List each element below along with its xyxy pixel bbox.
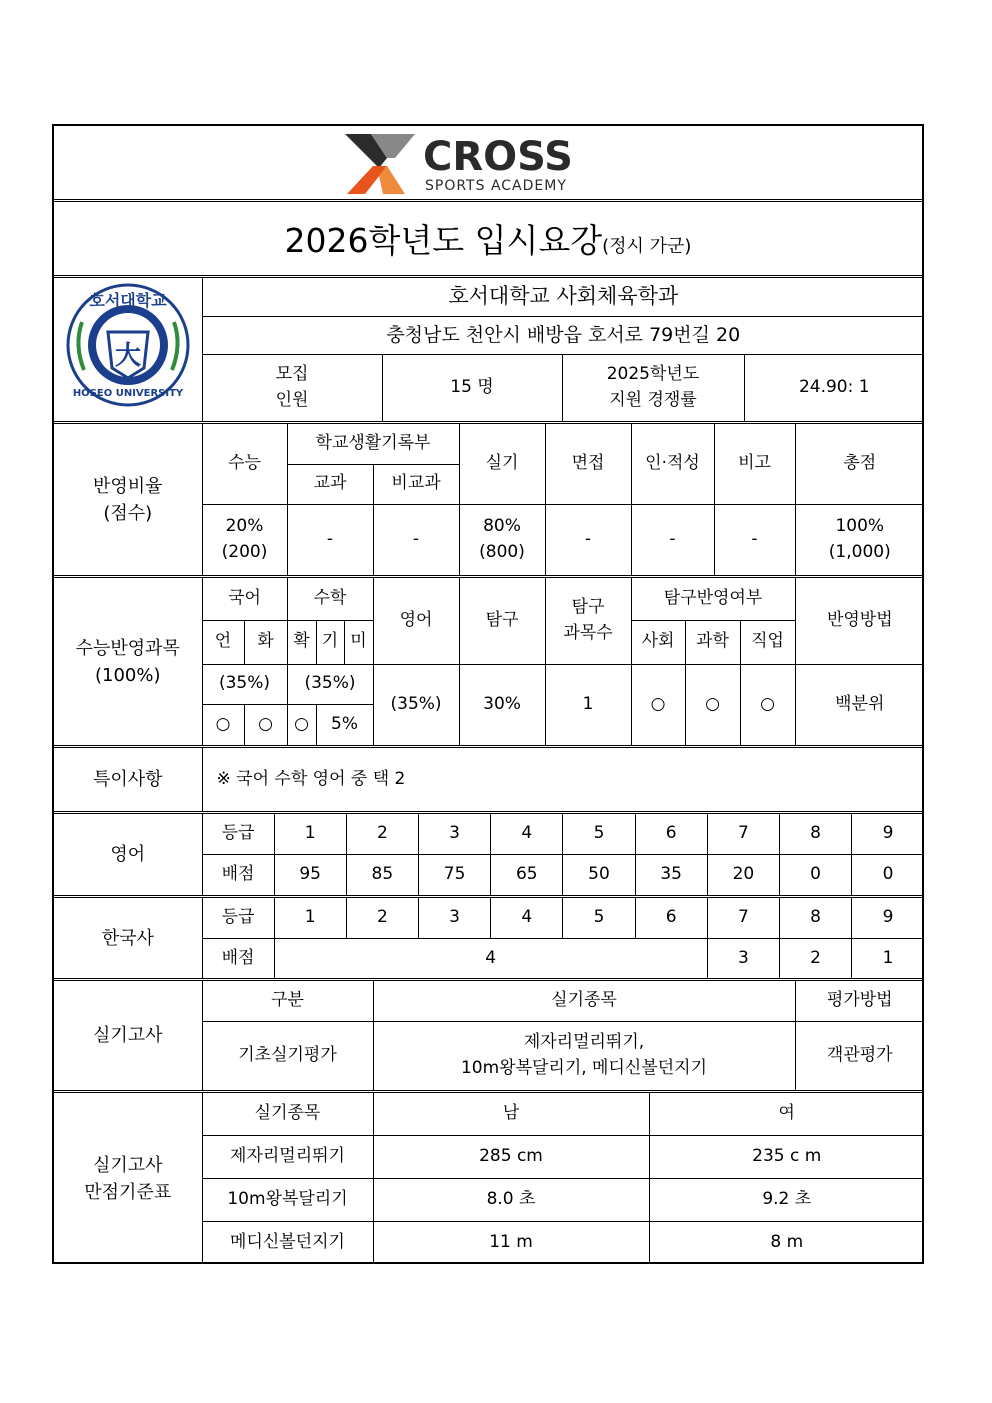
ratio-h-record: 학교생활기록부 [287, 424, 459, 464]
ratio-v-nonsubject: - [373, 504, 459, 575]
hist-grade-7: 8 [779, 898, 851, 938]
hist-score-6: 3 [707, 938, 779, 978]
cross-logo [343, 130, 633, 196]
criteria-male-1: 8.0 초 [373, 1178, 649, 1221]
hist-grade-6: 7 [707, 898, 779, 938]
sn-m-extra: 5% [316, 704, 373, 745]
special-text: ※ 국어 수학 영어 중 택 2 [216, 768, 406, 789]
practical-items: 제자리멀리뛰기, 10m왕복달리기, 메디신볼던지기 [373, 1021, 795, 1090]
practical-h-item: 실기종목 [373, 981, 795, 1021]
hist-grade-0: 1 [274, 898, 346, 938]
criteria-item-0: 제자리멀리뛰기 [202, 1135, 373, 1178]
criteria-label: 실기고사 만점기준표 [54, 1093, 202, 1264]
ratio-h-nonsubject: 비교과 [373, 464, 459, 504]
suneung-row [54, 578, 922, 748]
hist-grade-4: 5 [563, 898, 635, 938]
criteria-item-2: 메디신볼던지기 [202, 1221, 373, 1264]
criteria-female-1: 9.2 초 [649, 1178, 924, 1221]
hist-grade-3: 4 [491, 898, 563, 938]
eng-grade-6: 7 [707, 814, 779, 854]
practical-h-div: 구분 [202, 981, 373, 1021]
sn-h-count: 탐구 과목수 [545, 578, 631, 664]
sn-h-method: 반영방법 [795, 578, 924, 664]
criteria-female-2: 8 m [649, 1221, 924, 1264]
eng-score-1: 85 [346, 854, 418, 895]
sn-social-circle: ○ [631, 664, 685, 745]
title-row [54, 202, 922, 278]
hist-grade-1: 2 [346, 898, 418, 938]
sn-k-val: (35%) [202, 664, 287, 704]
sn-m-sub-0: 확 [287, 620, 316, 664]
eng-grade-2: 3 [418, 814, 490, 854]
history-row [54, 898, 922, 981]
sn-i-sub-0: 사회 [631, 620, 685, 664]
seal-icon [60, 282, 196, 408]
sn-k-sub-0: 언 [202, 620, 244, 664]
ratio-v-total: 100% (1,000) [795, 504, 924, 575]
practical-div: 기초실기평가 [202, 1021, 373, 1090]
ratio-v-aptitude: - [631, 504, 714, 575]
eng-grade-8: 9 [852, 814, 924, 854]
sn-h-inquiry: 탐구 [459, 578, 545, 664]
sn-method-val: 백분위 [795, 664, 924, 745]
sn-science-circle: ○ [685, 664, 740, 745]
recruit-value: 15 명 [382, 354, 562, 421]
sn-h-korean: 국어 [202, 578, 287, 620]
practical-method: 객관평가 [795, 1021, 924, 1090]
sn-job-circle: ○ [740, 664, 795, 745]
eng-grade-7: 8 [779, 814, 851, 854]
ratio-h-interview: 면접 [545, 424, 631, 504]
rate-label: 2025학년도 지원 경쟁률 [562, 354, 744, 421]
univ-address: 충청남도 천안시 배방읍 호서로 79번길 20 [202, 316, 924, 354]
special-row [54, 748, 922, 814]
univ-name: 호서대학교 사회체육학과 [202, 278, 924, 316]
ratio-v-etc: - [714, 504, 795, 575]
eng-grade-0: 1 [274, 814, 346, 854]
ratio-v-suneung: 20% (200) [202, 504, 287, 575]
criteria-male-0: 285 cm [373, 1135, 649, 1178]
eng-score-4: 50 [563, 854, 635, 895]
eng-grade-4: 5 [563, 814, 635, 854]
ratio-v-interview: - [545, 504, 631, 575]
criteria-row [54, 1093, 922, 1264]
ratio-v-practical: 80% (800) [459, 504, 545, 575]
eng-grade-1: 2 [346, 814, 418, 854]
eng-score-3: 65 [491, 854, 563, 895]
ratio-h-total: 총점 [795, 424, 924, 504]
criteria-female-0: 235 c m [649, 1135, 924, 1178]
ratio-v-subject: - [287, 504, 373, 575]
ratio-h-etc: 비고 [714, 424, 795, 504]
sn-i-sub-2: 직업 [740, 620, 795, 664]
rate-value: 24.90: 1 [744, 354, 924, 421]
sn-m-circle-0: ○ [287, 704, 316, 745]
suneung-label: 수능반영과목 (100%) [54, 578, 202, 745]
ratio-h-aptitude: 인·적성 [631, 424, 714, 504]
hist-score-merged: 4 [274, 938, 707, 978]
page-title: 2026학년도 입시요강(정시 가군) [284, 221, 692, 260]
english-score-label: 배점 [202, 854, 274, 895]
special-label: 특이사항 [54, 748, 202, 811]
university-seal [54, 278, 202, 421]
english-grade-label: 등급 [202, 814, 274, 854]
eng-score-7: 0 [779, 854, 851, 895]
page-subtitle: (정시 가군) [602, 236, 692, 257]
sn-k-circle-0: ○ [202, 704, 244, 745]
eng-score-8: 0 [852, 854, 924, 895]
ratio-h-suneung: 수능 [202, 424, 287, 504]
document-frame [52, 124, 924, 1264]
ratio-h-subject: 교과 [287, 464, 373, 504]
criteria-h-female: 여 [649, 1093, 924, 1135]
sn-count-val: 1 [545, 664, 631, 745]
practical-row [54, 981, 922, 1093]
ratio-label: 반영비율 (점수) [54, 424, 202, 575]
criteria-h-item: 실기종목 [202, 1093, 373, 1135]
eng-score-5: 35 [635, 854, 707, 895]
history-label: 한국사 [54, 898, 202, 978]
sn-m-sub-1: 기 [316, 620, 344, 664]
seal-en: HOSEO UNIVERSITY [72, 388, 183, 400]
sn-inq-val: 30% [459, 664, 545, 745]
sn-m-val: (35%) [287, 664, 373, 704]
hist-grade-2: 3 [418, 898, 490, 938]
brand-sub: SPORTS ACADEMY [425, 177, 567, 194]
sn-h-reflect: 탐구반영여부 [631, 578, 795, 620]
sn-e-val: (35%) [373, 664, 459, 745]
eng-score-6: 20 [707, 854, 779, 895]
brand-row [54, 126, 922, 202]
sn-k-circle-1: ○ [244, 704, 287, 745]
sn-m-sub-2: 미 [344, 620, 373, 664]
hist-score-7: 2 [779, 938, 851, 978]
criteria-item-1: 10m왕복달리기 [202, 1178, 373, 1221]
practical-h-method: 평가방법 [795, 981, 924, 1021]
english-label: 영어 [54, 814, 202, 895]
hist-score-8: 1 [852, 938, 924, 978]
sn-h-math: 수학 [287, 578, 373, 620]
eng-score-0: 95 [274, 854, 346, 895]
ratio-row [54, 424, 922, 578]
history-score-label: 배점 [202, 938, 274, 978]
hist-grade-5: 6 [635, 898, 707, 938]
history-grade-label: 등급 [202, 898, 274, 938]
univ-row [54, 278, 922, 424]
sn-h-english: 영어 [373, 578, 459, 664]
recruit-label: 모집 인원 [202, 354, 382, 421]
seal-mark: 大 [114, 341, 141, 372]
seal-text: 호서대학교 [89, 291, 167, 311]
criteria-male-2: 11 m [373, 1221, 649, 1264]
ratio-h-practical: 실기 [459, 424, 545, 504]
sn-k-sub-1: 화 [244, 620, 287, 664]
eng-score-2: 75 [418, 854, 490, 895]
criteria-h-male: 남 [373, 1093, 649, 1135]
english-row [54, 814, 922, 898]
practical-label: 실기고사 [54, 981, 202, 1090]
hist-grade-8: 9 [852, 898, 924, 938]
eng-grade-5: 6 [635, 814, 707, 854]
sn-i-sub-1: 과학 [685, 620, 740, 664]
eng-grade-3: 4 [491, 814, 563, 854]
brand-name: CROSS [423, 133, 573, 180]
